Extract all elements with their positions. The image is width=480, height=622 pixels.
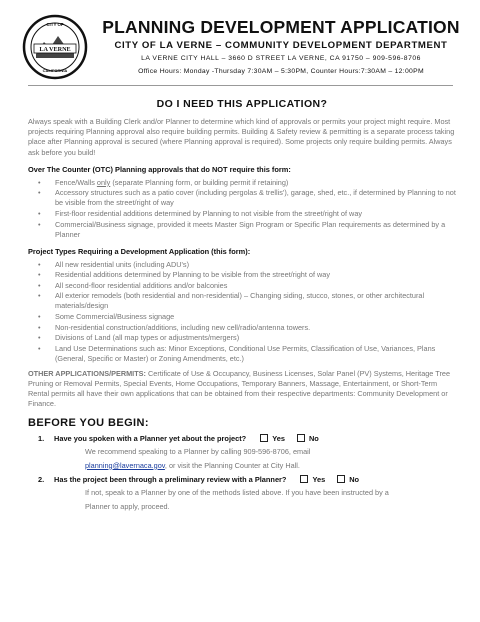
list-item: • All second-floor residential additions and/or balconies [38, 280, 228, 290]
need-application-heading: DO I NEED THIS APPLICATION? [156, 98, 328, 110]
office-hours: Office Hours: Monday -Thursday 7:30AM – 5:30PM, Counter Hours:7:30AM – 12:00PM [138, 68, 424, 75]
document-body [28, 96, 456, 514]
q1-yes-label: Yes [272, 433, 285, 443]
intro-paragraph: Always speak with a Building Clerk and/or Planner to determine which kind of approvals or permits your project might require. Most projects requiring Planning approval also require building permits. Building & Safety review & permitting is a separate process taking place after Planning approval is secured (where Planning approval is required). Some projects only require building permits. Always ask before you build! [28, 117, 455, 157]
list-item: • Fence/Walls only (separate Planning form, or building permit if retaining) [38, 177, 289, 187]
question-1-text: Have you spoken with a Planner yet about the project? [54, 433, 247, 443]
question-1-answer: We recommend speaking to a Planner by calling 909-596-8706, email planning@lavernaca.gov, or visit the Planning Counter at City Hall. [85, 446, 311, 470]
list-item: • First-floor residential additions determined by Planning to not visible from the street/right of way [38, 209, 363, 218]
q2-no-checkbox[interactable] [337, 475, 345, 483]
list-item: • All new residential units (including ADU's) [38, 259, 190, 269]
q1-no-checkbox[interactable] [297, 434, 305, 442]
q2-yes-checkbox[interactable] [300, 475, 308, 483]
project-types-list [38, 260, 456, 364]
list-item: • Accessory structures such as a patio cover (including pergolas & trellis'), garage, shed, etc., if determined by Planning to not be visible from the street/right of way [38, 188, 456, 208]
otc-list [38, 178, 456, 240]
question-2: 2. Has the project been through a preliminary review with a Planner? Yes No [38, 474, 360, 484]
q1-no-label: No [308, 433, 319, 443]
list-item: • Land Use Determinations such as: Minor Exceptions, Conditional Use Permits, Classification of Use, Variances, Plans (General, Specific or Master) or Zoning Amendments, etc.) [38, 343, 436, 363]
list-item: • All exterior remodels (both residential and non-residential) – Changing siding, stucco, stones, or other architectural materials/design [38, 291, 425, 311]
department-subtitle: CITY OF LA VERNE – COMMUNITY DEVELOPMENT DEPARTMENT [114, 40, 448, 51]
seal-top-text: CITY OF [46, 22, 64, 27]
list-item: • Residential additions determined by Planning to be visible from the street/right of way [38, 270, 330, 280]
q2-no-label: No [349, 474, 360, 484]
list-item: • Some Commercial/Business signage [38, 311, 175, 321]
question-1: 1. Have you spoken with a Planner yet about the project? Yes No [38, 433, 319, 443]
header-divider [28, 85, 453, 86]
project-types-heading: Project Types Requiring a Development Application (this form): [28, 246, 251, 256]
list-item: • Commercial/Business signage, provided it meets Master Sign Program or Specific Plan requirements as determined by a Planner [38, 219, 446, 239]
otc-heading: Over The Counter (OTC) Planning approvals that do NOT require this form: [28, 164, 291, 174]
list-item: • Non-residential construction/additions, including new cell/radio/antenna towers. [38, 322, 311, 332]
question-2-text: Has the project been through a preliminary review with a Planner? [54, 474, 287, 484]
question-2-answer: If not, speak to a Planner by one of the methods listed above. If you have been instructed by a Planner to apply, proceed. [85, 487, 389, 511]
document-title: PLANNING DEVELOPMENT APPLICATION [102, 17, 460, 37]
seal-bottom-text: CALIFORNIA [42, 68, 68, 73]
list-item: • Divisions of Land (all map types or adjustments/mergers) [38, 333, 240, 343]
city-seal-icon [22, 14, 88, 80]
city-hall-address: LA VERNE CITY HALL – 3660 D STREET LA VERNE, CA 91750 – 909-596-8706 [141, 55, 421, 62]
seal-center-text: LA VERNE [39, 46, 71, 53]
planning-email-link[interactable]: planning@lavernaca.gov [85, 460, 165, 470]
before-you-begin-heading: BEFORE YOU BEGIN: [28, 416, 149, 429]
q1-yes-checkbox[interactable] [260, 434, 268, 442]
q2-yes-label: Yes [312, 474, 326, 484]
other-applications-paragraph: OTHER APPLICATIONS/PERMITS: Certificate of Use & Occupancy, Business Licenses, Solar Panel (PV) Systems, Heritage Tree Pruning or Removal Permits, Special Events, Home Occupations, Temporary Banners, Massage, Entertainment, or Short-Term Rental permits all have their own applications that can be obtained from their respective departments: Community Development or Finance. [28, 368, 450, 408]
document-header [0, 0, 480, 96]
